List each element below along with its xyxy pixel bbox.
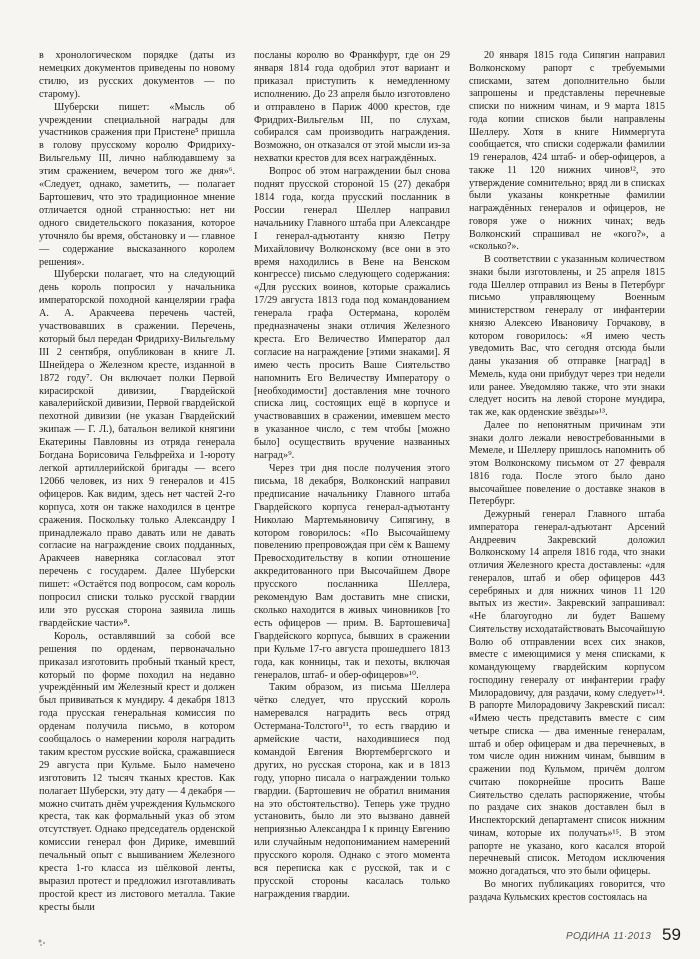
- paragraph: Во многих публикациях говорится, что раздача Кульмских крестов состоялась на: [469, 878, 665, 903]
- paragraph: посланы королю во Франкфурт, где он 29 января 1814 года одобрил этот вариант и приказал приступить к немедленному исполнению. До 23 апреля было изготовлено и отправлено в Париж 4000 крестов, где Фридрих-Вильгельм III, по слухам, собирался сам производить награждения. Возможно, он отказался от этой мысли из-за нехватки крестов для всех награждённых.: [254, 50, 450, 165]
- paragraph: Шуберски пишет: «Мысль об учреждении специальной награды для участников сражения при Пристене⁵ пришла в голову прусскому королю Фридриху-Вильгельму III, лично наблюдавшему за этим сражением, вечером того же дня»⁶. «Следует, однако, заметить, — полагает Бартошевич, что это традиционное мнение отличается одной странностью: нет ни одного свидетельского показания, которое уточняло бы время, обстановку и — главное — содержание высказанного королем решения».: [39, 101, 235, 268]
- paragraph: Дежурный генерал Главного штаба императора генерал-адъютант Арсений Андреевич Закревский доложил Волконскому 14 апреля 1816 года, что знаки отличия Железного креста доставлены: «для генералов, штаб и обер офицеров 443 серебряных и для нижних чинов 11 120 вытых из жести». Закревский запрашивал: «Не благоугодно ли будет Вашему Сиятельству исходатайствовать Высочайшую Волю об отправлении всех сих знаков, вместе с имеющимися у меня списками, к командующему гвардейским корпусом господину генералу от инфантерии графу Милорадовичу, для раздачи, кому следует»¹⁴. В рапорте Милорадовичу Закревский писал: «Имею честь представить вместе с сим четыре списка — два именные генералам, штаб и обер офицерам и два перечневых, в том числе один нижним чинам, бывшим в сражении под Кульмом, причём долгом считаю покорнейше просить Ваше Сиятельство сделать распоряжение, чтобы по раздаче сих знаков доставлен был в Инспекторский департамент список нижним чинам, которые их получать»¹⁵. В этом рапорте не указано, кого касался второй перечневый список. Методом исключения можно догадаться, что это были офицеры.: [469, 509, 665, 877]
- page-number: 59: [662, 925, 681, 944]
- paragraph: Далее по непонятным причинам эти знаки долго лежали невостребованными в Мемеле, и Шеллеру пришлось напомнить об этом Волконскому письмом от 27 февраля 1816 года. После этого было дано высочайшее повеление о доставке знаков в Петербург.: [469, 419, 665, 508]
- text-column-2: [254, 50, 450, 902]
- magazine-issue-label: РОДИНА 11·2013: [566, 931, 652, 942]
- text-column-3: [469, 50, 665, 904]
- text-column-1: [39, 50, 235, 915]
- paragraph: Таким образом, из письма Шеллера чётко следует, что прусский король намеревался наградить весь отряд Остермана-Толстого¹¹, то есть гвардию и армейские части, находившиеся под командой Евгения Вюртембергского и других, но русская сторона, как и в 1813 году, упорно писала о награждении только гвардии. (Бартошевич не обратил внимания на это обстоятельство). Теперь уже трудно установить, было ли это вызвано давней неприязнью Александра I к принцу Евгению или случайным недопониманием намерений прусского короля. Однако с этого момента вся переписка как с русской, так и с прусской стороны касалась только награждения гвардии.: [254, 682, 450, 900]
- paragraph: Король, оставлявший за собой все решения по орденам, первоначально приказал изготовить пробный тканый крест, который по форме походил на недавно учреждённый им Железный крест и должен был прививаться к мундиру. 4 декабря 1813 года прусская генеральная комиссия по орденам получила письмо, в котором сообщалось о намерении короля наградить таким крестом русские войска, сражавшиеся 29 августа при Кульме. Было намечено изготовить 12 тысяч тканых крестов. Как полагает Шуберски, эту дату — 4 декабря — можно считать днём учреждения Кульмского креста, так как формальный указ об этом отсутствует. Однако председатель орденской комиссии генерал фон Дирике, имевший печальный опыт с вышиванием Железного креста 1-го класса из шёлковой ленты, выразил протест и предложил изготавливать простой крест из листового металла. Такие кресты были: [39, 630, 235, 913]
- paragraph: Через три дня после получения этого письма, 18 декабря, Волконский направил предписание начальнику Главного штаба Гвардейского корпуса генерал-адъютанту Николаю Мартемьяновичу Сипягину, в котором говорилось: «По Высочайшему повелению препровождая при сём к Вашему Превосходительству в копии отношение аккредитованного при Высочайшем Дворе прусского посланника Шеллера, рекомендую Вам доставить мне списки, сколько находится в живых чиновников [то есть офицеров — прим. В. Бартошевича] Гвардейского корпуса, бывших в сражении при Кульме 17-го августа прошедшего 1813 года, как конницы, так и пехоты, включая генералов, штаб- и обер-офицеров»¹⁰.: [254, 463, 450, 681]
- paragraph: Вопрос об этом награждении был снова поднят прусской стороной 15 (27) декабря 1814 года, когда прусский посланник в России генерал Шеллер направил начальнику Главного штаба при Александре I генерал-адъютанту князю Петру Михайловичу Волконскому (все они в это время находились в Вене на Венском конгрессе) письмо следующего содержания: «Для русских воинов, которые сражались 17/29 августа 1813 года под командованием генерала графа Остермана, королём предназначены знаки отличия Железного креста. Его Величество Император дал согласие на награждение [этими знаками]. Я имею честь просить Ваше Сиятельство напомнить Его Величеству Императору о [необходимости] доставления мне точного списка лиц, состоящих ещё в корпусе и участвовавших в сражении, имевшем место в указанное число, с тем чтобы [можно было] осуществить вручение названных наград»⁹.: [254, 166, 450, 462]
- paragraph: 20 января 1815 года Сипягин направил Волконскому рапорт с требуемыми списками, затем дополнительно были запрошены и представлены перечневые списки по нижним чинам, и 9 марта 1815 года копии списков были направлены Шеллеру. Хотя в книге Ниммергута сообщается, что списки содержали фамилии 19 генералов, 424 штаб- и обер-офицеров, а также 11 120 нижних чинов¹², это утверждение сомнительно; вряд ли в списках были указаны конкретные фамилии награждённых генералов и офицеров, не говоря уже о нижних чинах; ведь Волконский спрашивал не «кого?», а «сколько?».: [469, 50, 665, 253]
- paragraph: В соответствии с указанным количеством знаки были изготовлены, и 25 апреля 1815 года Шеллер отправил из Вены в Петербург письмо управляющему Военным министерством генералу от инфантерии князю Алексею Ивановичу Горчакову, в котором говорилось: «Я имею честь уведомить Вас, что сегодня отсюда были даны указания об отправке [наград] в Мемель, куда они прибудут через три недели или ранее. Уведомляю также, что эти знаки следует носить на левой стороне мундира, так же, как орденские звёзды»¹³.: [469, 254, 665, 418]
- paragraph: в хронологическом порядке (даты из немецких документов приведены по новому стилю, из русских документов — по старому).: [39, 50, 235, 100]
- printer-mark-icon: [37, 938, 47, 947]
- paragraph: Шуберски полагает, что на следующий день король попросил у начальника императорской походной канцелярии графа А. А. Аракчеева перечень частей, участвовавших в сражении. Перечень, который был передан Фридриху-Вильгельму III 2 сентября, опубликован в книге Л. Шнейдера о Железном кресте, изданной в 1872 году⁷. Он включает полки Первой кирасирской дивизии, Гвардейской кавалерийской дивизии, Первой гвардейской пехотной дивизии (не указан Гвардейский экипаж — Г. Л.), батальон великой княгини Екатерины Павловны из отряда генерала Богдана Борисовича Гельфрейха и 1-юроту легкой артиллерийской бригады — всего 12066 человек, из них 9 генералов и 415 офицеров. Как видим, здесь нет частей 2-го корпуса, хотя он также находился в центре сражения. Поскольку только Александру I принадлежало право давать или не давать согласие на награждение своих подданных, Аракчеев наверняка согласовал этот перечень с государем. Далее Шуберски пишет: «Остаётся под вопросом, сам король попросил списки только русской гвардии или это русская сторона заявила лишь гвардейские части»⁸.: [39, 269, 235, 629]
